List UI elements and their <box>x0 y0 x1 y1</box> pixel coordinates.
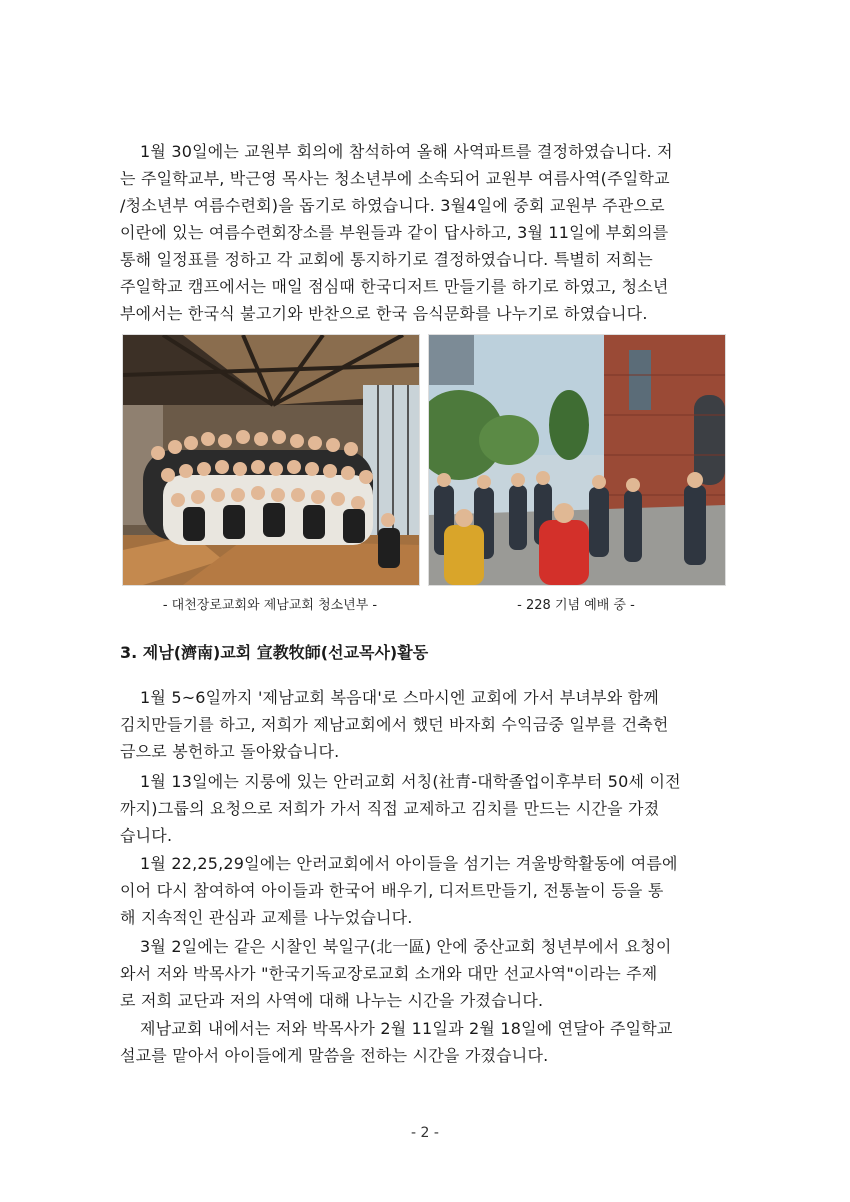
right-photo-caption: - 228 기념 예배 중 - <box>517 598 635 613</box>
paragraph-line: 김치만들기를 하고, 저희가 제남교회에서 했던 바자회 수익금중 일부를 건축헌 <box>120 715 669 734</box>
intro-line: 는 주일학교부, 박근영 목사는 청소년부에 소속되어 교원부 여름사역(주일학교 <box>120 169 670 188</box>
intro-line: 주일학교 캠프에서는 매일 점심때 한국디저트 만들기를 하기로 하였고, 청소년 <box>120 277 669 296</box>
paragraph-winter-program <box>120 850 732 931</box>
intro-line: /청소년부 여름수련회)을 돕기로 하였습니다. 3월4일에 중회 교원부 주관으로 <box>120 196 665 215</box>
section-heading: 3. 제남(濟南)교회 宣教牧師(선교목사)활동 <box>120 643 429 662</box>
paragraph-line: 로 저희 교단과 저의 사역에 대해 나누는 시간을 가졌습니다. <box>120 991 544 1010</box>
paragraph-sunday-school <box>120 1015 732 1069</box>
paragraph-zhongshan-church <box>120 933 732 1014</box>
paragraph-kimchi-visit <box>120 684 732 765</box>
memorial-service-photo-image <box>429 335 725 585</box>
paragraph-line: 제남교회 내에서는 저와 박목사가 2월 11일과 2월 18일에 연달아 주일학교 <box>140 1019 673 1038</box>
paragraph-line: 3월 2일에는 같은 시찰인 북일구(北一區) 안에 중산교회 청년부에서 요청이 <box>140 937 672 956</box>
intro-line: 부에서는 한국식 불고기와 반찬으로 한국 음식문화를 나누기로 하였습니다. <box>120 304 648 323</box>
paragraph-line: 1월 22,25,29일에는 안러교회에서 아이들을 섬기는 겨울방학활동에 여름에 <box>140 854 678 873</box>
memorial-service-photo <box>428 334 726 586</box>
paragraph-anle-church <box>120 768 732 849</box>
youth-group-photo <box>122 334 420 586</box>
paragraph-line: 설교를 맡아서 아이들에게 말씀을 전하는 시간을 가졌습니다. <box>120 1046 549 1065</box>
left-photo-caption: - 대천장로교회와 제남교회 청소년부 - <box>162 598 378 613</box>
paragraph-line: 1월 5~6일까지 '제남교회 복음대'로 스마시엔 교회에 가서 부녀부와 함께 <box>140 688 659 707</box>
page-number: - 2 - <box>411 1125 439 1141</box>
intro-line: 1월 30일에는 교원부 회의에 참석하여 올해 사역파트를 결정하였습니다. 저 <box>140 142 673 161</box>
paragraph-line: 1월 13일에는 지룽에 있는 안러교회 서칭(社青-대학졸업이후부터 50세 이전 <box>140 772 681 791</box>
paragraph-line: 금으로 봉헌하고 돌아왔습니다. <box>120 742 340 761</box>
paragraph-line: 습니다. <box>120 826 173 845</box>
paragraph-line: 까지)그룹의 요청으로 저희가 가서 직접 교제하고 김치를 만드는 시간을 가졌 <box>120 799 660 818</box>
intro-line: 통해 일정표를 정하고 각 교회에 통지하기로 결정하였습니다. 특별히 저희는 <box>120 250 653 269</box>
intro-line: 이란에 있는 여름수련회장소를 부원들과 같이 답사하고, 3월 11일에 부회의를 <box>120 223 669 242</box>
paragraph-line: 이어 다시 참여하여 아이들과 한국어 배우기, 디저트만들기, 전통놀이 등을 통 <box>120 881 664 900</box>
paragraph-line: 해 지속적인 관심과 교제를 나누었습니다. <box>120 908 413 927</box>
intro-paragraph <box>120 138 732 327</box>
paragraph-line: 와서 저와 박목사가 "한국기독교장로교회 소개와 대만 선교사역"이라는 주제 <box>120 964 658 983</box>
youth-group-photo-image <box>123 335 419 585</box>
